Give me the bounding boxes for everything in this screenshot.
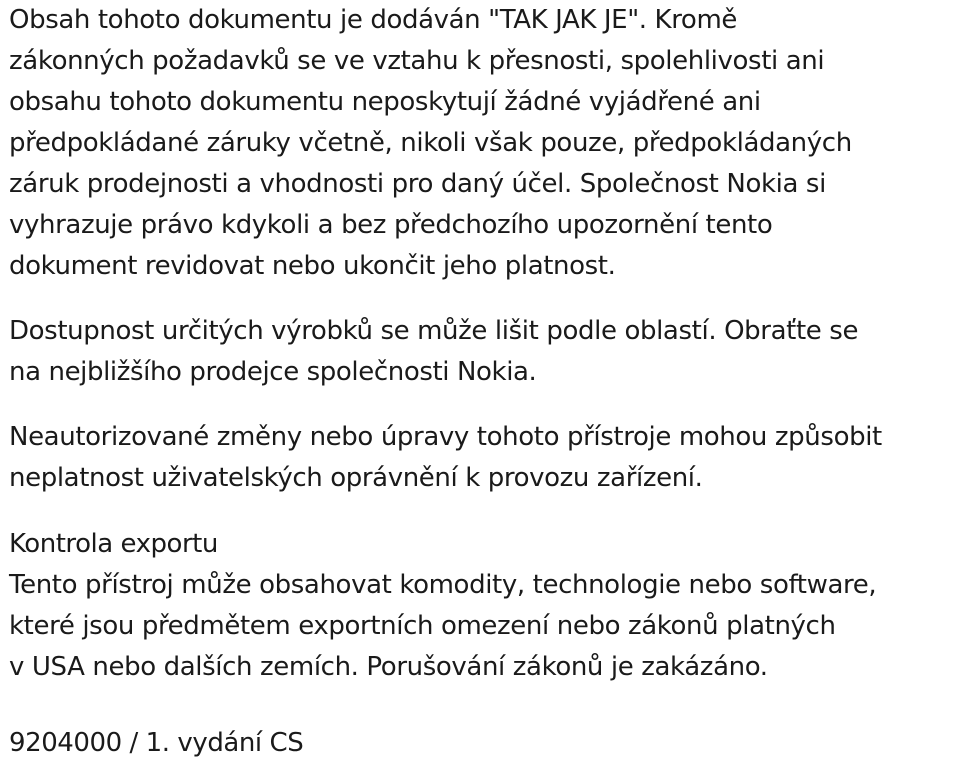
- disclaimer-paragraph: [9, 0, 957, 287]
- text-line: vyhrazuje právo kdykoli a bez předchozího upozornění tento: [9, 210, 773, 240]
- text-line: Tento přístroj může obsahovat komodity, technologie nebo software,: [9, 570, 877, 600]
- edition-footer: [9, 723, 957, 764]
- text-line: Neautorizované změny nebo úpravy tohoto přístroje mohou způsobit: [9, 422, 882, 452]
- section-heading: Kontrola exportu: [9, 529, 218, 559]
- text-line: Dostupnost určitých výrobků se může lišit podle oblastí. Obraťte se: [9, 316, 859, 346]
- text-line: na nejbližšího prodejce společnosti Nokia.: [9, 357, 537, 387]
- text-line: Obsah tohoto dokumentu je dodáván "TAK JAK JE". Kromě: [9, 5, 737, 35]
- document-body: [9, 0, 957, 764]
- text-line: které jsou předmětem exportních omezení nebo zákonů platných: [9, 611, 836, 641]
- availability-paragraph: [9, 311, 957, 393]
- modification-warning-paragraph: [9, 417, 957, 499]
- text-line: záruk prodejnosti a vhodnosti pro daný účel. Společnost Nokia si: [9, 169, 826, 199]
- text-line: zákonných požadavků se ve vztahu k přesnosti, spolehlivosti ani: [9, 46, 825, 76]
- text-line: v USA nebo dalších zemích. Porušování zákonů je zakázáno.: [9, 652, 768, 682]
- text-line: neplatnost uživatelských oprávnění k provozu zařízení.: [9, 463, 703, 493]
- text-line: předpokládané záruky včetně, nikoli však pouze, předpokládaných: [9, 128, 852, 158]
- edition-line: 9204000 / 1. vydání CS: [9, 728, 304, 758]
- text-line: dokument revidovat nebo ukončit jeho platnost.: [9, 251, 616, 281]
- export-control-paragraph: [9, 524, 957, 688]
- text-line: obsahu tohoto dokumentu neposkytují žádné vyjádřené ani: [9, 87, 761, 117]
